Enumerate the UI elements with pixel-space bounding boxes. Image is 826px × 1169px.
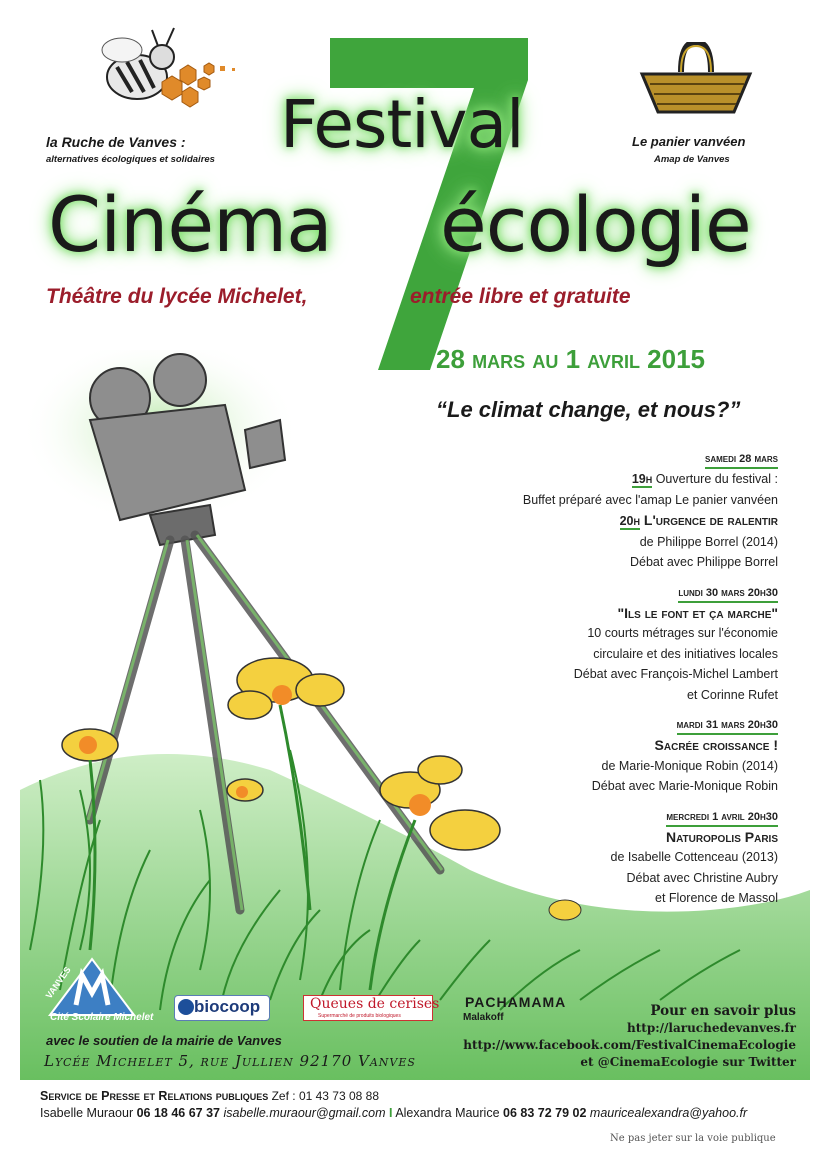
contact2-email[interactable]: mauricealexandra@yahoo.fr bbox=[589, 1106, 748, 1120]
program-line: et Florence de Massol bbox=[655, 891, 778, 905]
panier-org-subtitle: Amap de Vanves bbox=[654, 154, 730, 165]
contact-separator: I bbox=[389, 1106, 393, 1120]
website-link[interactable]: http://laruchedevanves.fr bbox=[627, 1021, 796, 1035]
pachamama-name: PACHAMAMA bbox=[465, 994, 567, 1010]
contact2-phone: 06 83 72 79 02 bbox=[503, 1106, 587, 1120]
queues-de-cerises-name: Queues de cerises bbox=[310, 996, 440, 1012]
basket-logo bbox=[636, 42, 756, 122]
day-heading: mardi 31 mars 20h30 bbox=[677, 718, 778, 735]
title-festival: Festival bbox=[280, 86, 524, 163]
pachamama-location: Malakoff bbox=[463, 1012, 504, 1023]
program-line: de Isabelle Cottenceau (2013) bbox=[610, 850, 778, 864]
program-line: Débat avec Philippe Borrel bbox=[630, 555, 778, 569]
program-line: et Corinne Rufet bbox=[686, 687, 778, 702]
program-day-3 bbox=[430, 714, 778, 797]
bee-honeycomb-logo bbox=[92, 22, 242, 122]
twitter-handle: et @CinemaEcologie sur Twitter bbox=[580, 1055, 796, 1069]
program-hour: 19h bbox=[631, 472, 653, 486]
vanves-label: VANVES bbox=[43, 964, 73, 1001]
program-line: de Philippe Borrel (2014) bbox=[639, 534, 778, 549]
program-text: Ouverture du festival : bbox=[652, 472, 778, 486]
title-cinema: Cinéma bbox=[48, 180, 332, 269]
title-ecologie: écologie bbox=[440, 180, 751, 269]
program-line: de Marie-Monique Robin (2014) bbox=[601, 758, 778, 773]
program-day-1 bbox=[430, 448, 778, 573]
facebook-link[interactable]: http://www.facebook.com/FestivalCinemaEcologie bbox=[463, 1038, 796, 1052]
contact1-email[interactable]: isabelle.muraour@gmail.com bbox=[223, 1106, 386, 1120]
venue-access: entrée libre et gratuite bbox=[410, 285, 631, 308]
program-line: 10 courts métrages sur l'économie bbox=[587, 626, 778, 640]
press-label: Service de Presse et Relations publiques bbox=[40, 1089, 269, 1103]
festival-theme: “Le climat change, et nous?” bbox=[436, 397, 741, 422]
film-title: Naturopolis Paris bbox=[665, 828, 778, 845]
program-line: Débat avec François-Michel Lambert bbox=[573, 667, 778, 681]
program-line bbox=[430, 510, 778, 532]
festival-dates: 28 mars au 1 avril 2015 bbox=[436, 344, 705, 374]
film-title: L'urgence de ralentir bbox=[640, 512, 778, 528]
disposal-note: Ne pas jeter sur la voie publique bbox=[610, 1133, 776, 1144]
venue-place: Théâtre du lycée Michelet, bbox=[46, 285, 308, 308]
press-contact bbox=[40, 1089, 379, 1103]
venue-address: Lycée Michelet 5, rue Jullien 92170 Vanves bbox=[44, 1052, 416, 1070]
queues-de-cerises-subtitle: Supermarché de produits biologiques bbox=[318, 1013, 401, 1019]
program-hour: 20h bbox=[619, 514, 640, 528]
support-credit: avec le soutien de la mairie de Vanves bbox=[46, 1033, 282, 1048]
biocoop-name: biocoop bbox=[194, 997, 261, 1016]
program-line: Buffet préparé avec l'amap Le panier vanvéen bbox=[522, 492, 778, 507]
film-title: "Ils le font et ça marche" bbox=[617, 604, 778, 621]
program-line: Débat avec Marie-Monique Robin bbox=[591, 779, 778, 793]
program-line: circulaire et des initiatives locales bbox=[593, 646, 778, 661]
ruche-org-name: la Ruche de Vanves : bbox=[46, 134, 186, 150]
program-line: Débat avec Christine Aubry bbox=[626, 870, 778, 885]
biocoop-icon bbox=[178, 999, 194, 1015]
film-title: Sacrée croissance ! bbox=[654, 737, 778, 753]
more-info-title: Pour en savoir plus bbox=[650, 1003, 796, 1019]
day-heading: samedi 28 mars bbox=[705, 452, 778, 469]
day-heading: lundi 30 mars 20h30 bbox=[678, 586, 778, 603]
panier-org-name: Le panier vanvéen bbox=[632, 134, 746, 149]
ruche-org-subtitle: alternatives écologiques et solidaires bbox=[46, 154, 215, 165]
program-day-2 bbox=[430, 582, 778, 706]
festival-program bbox=[430, 448, 778, 918]
contact1-phone: 06 18 46 67 37 bbox=[136, 1106, 220, 1120]
program-day-4 bbox=[430, 806, 778, 909]
contact1-name: Isabelle Muraour bbox=[40, 1106, 137, 1120]
press-phone: Zef : 01 43 73 08 88 bbox=[268, 1089, 380, 1103]
contacts-line bbox=[40, 1106, 747, 1120]
cite-scolaire-label: Cité Scolaire Michelet bbox=[50, 1012, 154, 1023]
day-heading: mercredi 1 avril 20h30 bbox=[666, 810, 778, 827]
program-line bbox=[430, 469, 778, 490]
contact2-name: Alexandra Maurice bbox=[395, 1106, 504, 1120]
more-info bbox=[450, 1003, 796, 1071]
